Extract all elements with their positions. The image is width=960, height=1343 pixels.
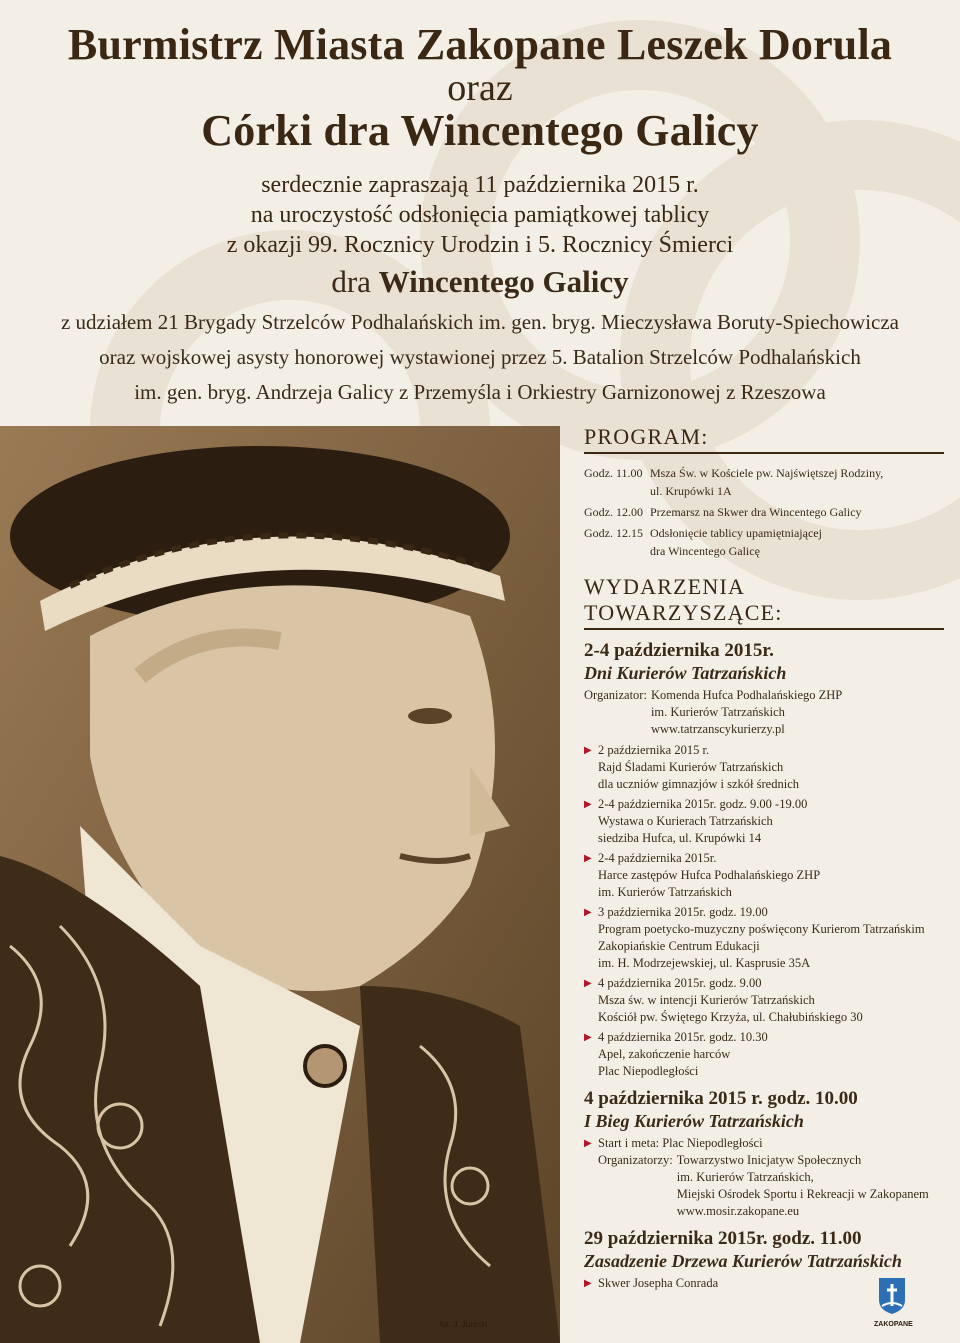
organizer-website: www.tatrzanscykurierzy.pl <box>650 722 785 736</box>
sub-event-line: Apel, zakończenie harców <box>598 1047 731 1061</box>
organizer-line: Towarzystwo Inicjatyw Społecznych <box>676 1153 862 1167</box>
organizer-website: www.mosir.zakopane.eu <box>676 1204 800 1218</box>
zakopane-crest-icon <box>877 1276 907 1316</box>
program-item <box>584 503 944 521</box>
event-date: 29 października 2015r. godz. 11.00 <box>584 1228 862 1249</box>
event-organizer <box>584 687 944 738</box>
program-time: Godz. 12.00 <box>584 505 643 519</box>
sub-event-line: Rajd Śladami Kurierów Tatrzańskich <box>598 760 784 774</box>
sub-event-line: ▶ 4 października 2015r. godz. 10.30 <box>598 1030 768 1044</box>
program-heading: PROGRAM: <box>584 424 709 449</box>
sub-event-line: ▶ 4 października 2015r. godz. 9.00 <box>598 976 762 990</box>
sub-event-line: ▶ 3 października 2015r. godz. 19.00 <box>598 905 768 919</box>
program-time: Godz. 12.15 <box>584 526 643 540</box>
participants-line-3: im. gen. bryg. Andrzeja Galicy z Przemyśla i Orkiestry Garnizonowej z Rzeszowa <box>134 380 826 404</box>
event-courier-run <box>584 1088 944 1220</box>
zakopane-logo <box>874 1276 913 1328</box>
invitation-line-2: na uroczystość odsłonięcia pamiątkowej tablicy <box>250 202 710 228</box>
sub-event-line: Program poetycko-muzyczny poświęcony Kurierom Tatrzańskim <box>598 922 925 936</box>
sub-event-line: siedziba Hufca, ul. Krupówki 14 <box>598 831 762 845</box>
program-divider <box>584 452 944 454</box>
sub-event-line: Wystawa o Kurierach Tatrzańskich <box>598 814 773 828</box>
event-start-place: ▶ Start i meta: Plac Niepodległości <box>584 1135 944 1152</box>
event-name: I Bieg Kurierów Tatrzańskich <box>584 1111 804 1131</box>
event-name: Dni Kurierów Tatrzańskich <box>584 663 787 683</box>
honoree-line <box>0 262 960 302</box>
sub-event-line: Harce zastępów Hufca Podhalańskiego ZHP <box>598 868 821 882</box>
invitation-line-3: z okazji 99. Rocznicy Urodzin i 5. Rocznicy Śmierci <box>226 232 734 258</box>
poster-header <box>0 20 960 407</box>
sub-event-line: ▶ 2-4 października 2015r. godz. 9.00 -19.00 <box>598 797 808 811</box>
organizer-label: Organizator: <box>584 688 647 702</box>
participants-line-2: oraz wojskowej asysty honorowej wystawionej przez 5. Batalion Strzelców Podhalańskich <box>99 345 861 369</box>
program-desc-line: Msza Św. w Kościele pw. Najświętszej Rodziny, <box>650 466 884 480</box>
poster-title-conjunction: oraz <box>447 67 513 109</box>
events-divider <box>584 628 944 630</box>
program-desc <box>650 524 944 560</box>
sub-event <box>584 904 944 972</box>
poster-title-mayor: Burmistrz Miasta Zakopane Leszek Dorula <box>67 20 893 69</box>
event-sublist <box>584 742 944 1080</box>
events-heading: WYDARZENIA TOWARZYSZĄCE: <box>584 574 783 625</box>
sub-event-line: ▶ 2 października 2015 r. <box>598 743 710 757</box>
honoree-prefix: dra <box>331 264 371 299</box>
poster-title-daughters: Córki dra Wincentego Galicy <box>201 106 759 155</box>
sub-event-line: dla uczniów gimnazjów i szkół średnich <box>598 777 799 791</box>
program-item <box>584 464 944 500</box>
sub-event-line: Kościół pw. Świętego Krzyża, ul. Chałubińskiego 30 <box>598 1010 863 1024</box>
sub-event <box>584 850 944 901</box>
logo-caption: ZAKOPANE <box>874 1321 913 1328</box>
program-desc <box>650 464 944 500</box>
program-desc-line: dra Wincentego Galicę <box>650 544 760 558</box>
sub-event-line: im. H. Modrzejewskiej, ul. Kasprusie 35A <box>598 956 811 970</box>
sub-event-line: Zakopiańskie Centrum Edukacji <box>598 939 760 953</box>
organizer-names <box>673 1152 929 1220</box>
sub-event <box>584 1029 944 1080</box>
invitation-line-1: serdecznie zapraszają 11 października 2015 r. <box>261 172 699 198</box>
organizer-line: Komenda Hufca Podhalańskiego ZHP <box>650 688 843 702</box>
event-date: 2-4 października 2015r. <box>584 640 774 661</box>
program-list <box>584 464 944 560</box>
program-time: Godz. 11.00 <box>584 466 643 480</box>
event-courier-days <box>584 640 944 1080</box>
photo-credit: fot. J. Jurecki <box>440 1320 488 1329</box>
event-name: Zasadzenie Drzewa Kurierów Tatrzańskich <box>584 1251 902 1271</box>
event-organizer <box>584 1152 944 1220</box>
sub-event-line: Msza św. w intencji Kurierów Tatrzańskich <box>598 993 815 1007</box>
program-desc-line: Odsłonięcie tablicy upamiętniającej <box>650 526 822 540</box>
program-column <box>584 424 944 1292</box>
sub-event-line: im. Kurierów Tatrzańskich <box>598 885 732 899</box>
organizer-label: Organizatorzy: <box>598 1153 673 1167</box>
program-item <box>584 524 944 560</box>
program-desc-line: ul. Krupówki 1A <box>650 484 732 498</box>
organizer-line: im. Kurierów Tatrzańskich, <box>676 1170 814 1184</box>
organizer-line: im. Kurierów Tatrzańskich <box>650 705 785 719</box>
organizer-names <box>647 687 842 738</box>
organizer-line: Miejski Ośrodek Sportu i Rekreacji w Zakopanem <box>676 1187 929 1201</box>
event-place: ▶ Skwer Josepha Conrada <box>584 1275 944 1292</box>
sub-event-line: ▶ 2-4 października 2015r. <box>598 851 717 865</box>
sub-event <box>584 975 944 1026</box>
honoree-name: Wincentego Galicy <box>378 264 629 299</box>
event-date: 4 października 2015 r. godz. 10.00 <box>584 1088 858 1109</box>
sub-event <box>584 742 944 793</box>
program-desc <box>650 503 944 521</box>
program-desc-line: Przemarsz na Skwer dra Wincentego Galicy <box>650 505 862 519</box>
sub-event <box>584 796 944 847</box>
participants-line-1: z udziałem 21 Brygady Strzelców Podhalańskich im. gen. bryg. Mieczysława Boruty-Spiechowicza <box>60 310 900 334</box>
portrait-photo <box>0 426 560 1343</box>
sub-event-line: Plac Niepodległości <box>598 1064 699 1078</box>
